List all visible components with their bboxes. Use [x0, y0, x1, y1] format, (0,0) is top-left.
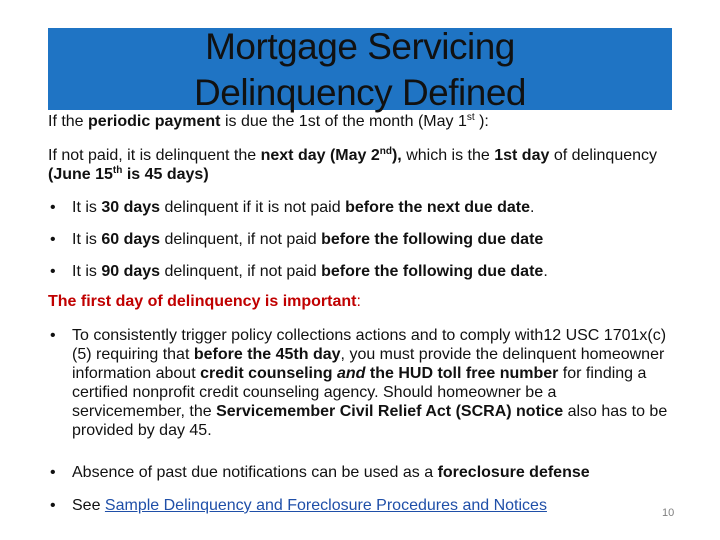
bullet-text: It is 60 days delinquent, if not paid before the following due date	[72, 231, 544, 248]
definition-superscript: th	[112, 165, 123, 176]
bullet-text: Absence of past due notifications can be used as a foreclosure defense	[72, 464, 590, 481]
intro-superscript: st	[466, 112, 475, 123]
bullet-text: It is 30 days delinquent if it is not paid before the next due date.	[72, 199, 535, 216]
bullet-icon: •	[50, 199, 56, 216]
periodic-payment-term: periodic payment	[88, 113, 221, 130]
definition-bold: 1st day	[494, 147, 550, 164]
bullet-text: See Sample Delinquency and Foreclosure Procedures and Notices	[72, 497, 547, 514]
definition-superscript: nd	[379, 146, 392, 157]
delinquent-definition	[48, 146, 680, 184]
bullet-text: To consistently trigger policy collections actions and to comply with12 USC 1701x(c)(5) requiring that before the 45th day, you must provide the delinquent homeowner information about credit counseling and the HUD toll free number for finding a certified nonprofit credit counseling agency. Should homeowner be a servicemember, the Servicemember Civil Relief Act (SCRA) notice also has to be provided by day 45.	[72, 327, 668, 439]
bullet-icon: •	[50, 327, 56, 344]
intro-part: ):	[474, 113, 489, 130]
definition-bold: (June 15	[48, 166, 113, 183]
definition-bold: next day (May 2	[260, 147, 380, 164]
title-line-1: Mortgage Servicing	[205, 26, 515, 67]
title-line-2: Delinquency Defined	[194, 72, 526, 113]
sample-procedures-link[interactable]: Sample Delinquency and Foreclosure Procedures and Notices	[104, 497, 547, 514]
foreclosure-defense-term: foreclosure defense	[437, 464, 590, 481]
definition-bold: ),	[391, 147, 402, 164]
bullet-icon: •	[50, 464, 56, 481]
important-heading: The first day of delinquency is important:	[48, 293, 361, 310]
definition-part: which is the	[401, 147, 495, 164]
intro-part: If the	[48, 113, 89, 130]
bullet-icon: •	[50, 231, 56, 248]
page-number: 10	[662, 507, 675, 519]
intro-text	[48, 112, 680, 131]
definition-bold: is 45 days)	[122, 166, 209, 183]
bullet-icon: •	[50, 263, 56, 280]
definition-part: If not paid, it is delinquent the	[48, 147, 261, 164]
intro-part: is due the 1st of the month (May 1	[220, 113, 467, 130]
bullet-icon: •	[50, 497, 56, 514]
definition-part: of delinquency	[549, 147, 658, 164]
bullet-text: It is 90 days delinquent, if not paid before the following due date.	[72, 263, 548, 280]
